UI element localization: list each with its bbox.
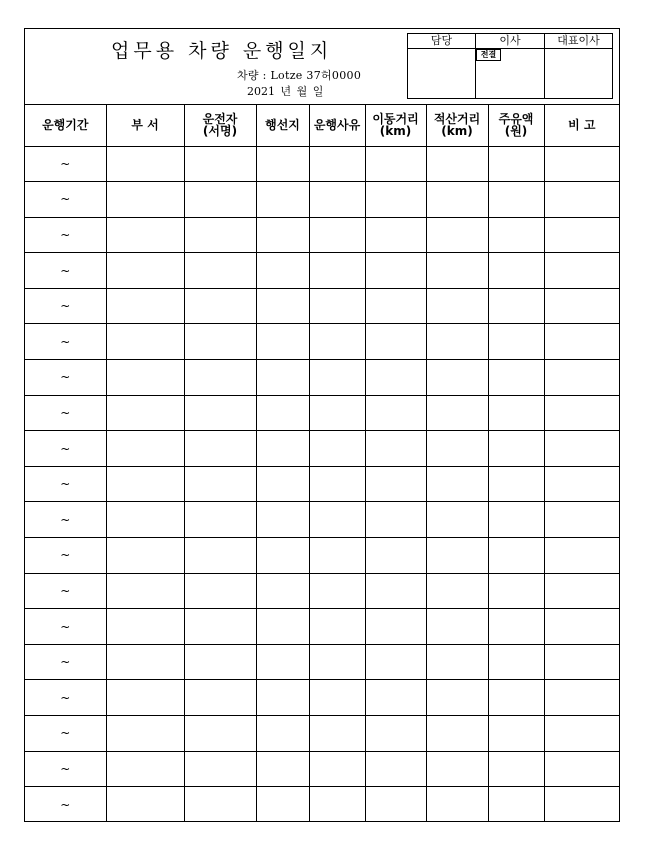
entry-cell[interactable] [184,360,256,396]
entry-cell[interactable] [309,217,365,253]
entry-cell[interactable] [256,751,309,787]
entry-cell[interactable] [488,360,544,396]
entry-cell[interactable] [488,217,544,253]
table-row [25,680,619,716]
entry-cell[interactable] [309,182,365,218]
period-cell[interactable] [25,182,106,218]
entry-cell[interactable] [184,146,256,182]
entry-cell[interactable] [544,360,619,396]
entry-cell[interactable] [106,431,184,467]
entry-cell[interactable] [426,466,488,502]
entry-cell[interactable] [488,182,544,218]
period-cell[interactable] [25,644,106,680]
entry-cell[interactable] [426,609,488,645]
table-row [25,466,619,502]
entry-cell[interactable] [256,288,309,324]
entry-cell[interactable] [365,395,426,431]
period-separator: ~ [60,583,71,598]
entry-cell[interactable] [365,288,426,324]
entry-cell[interactable] [365,466,426,502]
entry-cell[interactable] [365,502,426,538]
period-cell[interactable] [25,502,106,538]
table-row [25,217,619,253]
entry-cell[interactable] [488,288,544,324]
entry-cell[interactable] [309,288,365,324]
entry-cell[interactable] [256,538,309,574]
entry-cell[interactable] [426,538,488,574]
entry-cell[interactable] [365,716,426,752]
column-header [184,105,256,146]
entry-cell[interactable] [544,146,619,182]
entry-cell[interactable] [544,751,619,787]
entry-cell[interactable] [309,644,365,680]
entry-cell[interactable] [544,431,619,467]
entry-cell[interactable] [426,502,488,538]
table-row [25,644,619,680]
entry-cell[interactable] [426,146,488,182]
entry-cell[interactable] [544,288,619,324]
entry-cell[interactable] [256,609,309,645]
entry-cell[interactable] [544,253,619,289]
table-row [25,253,619,289]
entry-cell[interactable] [106,573,184,609]
column-header-text: (km) [379,124,412,139]
entry-cell[interactable] [184,680,256,716]
column-header-text: 운전자 [202,112,238,127]
table-row [25,609,619,645]
entry-cell[interactable] [488,751,544,787]
entry-cell[interactable] [488,253,544,289]
entry-cell[interactable] [256,217,309,253]
entry-cell[interactable] [544,502,619,538]
entry-cell[interactable] [488,609,544,645]
entry-cell[interactable] [256,573,309,609]
period-cell[interactable] [25,787,106,823]
entry-cell[interactable] [488,395,544,431]
table-row [25,502,619,538]
entry-cell[interactable] [544,182,619,218]
period-cell[interactable] [25,609,106,645]
entry-cell[interactable] [488,431,544,467]
period-separator: ~ [60,761,71,776]
column-header-text: 이동거리 [372,112,419,127]
period-cell[interactable] [25,466,106,502]
entry-cell[interactable] [488,787,544,823]
period-separator: ~ [60,370,71,385]
entry-cell[interactable] [106,217,184,253]
table-body [25,146,619,822]
entry-cell[interactable] [488,680,544,716]
entry-cell[interactable] [426,431,488,467]
entry-cell[interactable] [184,288,256,324]
column-header-text: 부 서 [131,118,159,133]
period-separator: ~ [60,263,71,278]
entry-cell[interactable] [365,573,426,609]
entry-cell[interactable] [184,431,256,467]
column-header [25,105,106,146]
entry-cell[interactable] [426,324,488,360]
entry-cell[interactable] [184,716,256,752]
period-cell[interactable] [25,395,106,431]
entry-cell[interactable] [256,787,309,823]
period-cell[interactable] [25,217,106,253]
entry-cell[interactable] [184,502,256,538]
approval-column-staff [408,34,476,98]
form-header [25,29,619,105]
entry-cell[interactable] [256,182,309,218]
entry-cell[interactable] [365,217,426,253]
period-separator: ~ [60,512,71,527]
period-separator: ~ [60,655,71,670]
entry-cell[interactable] [256,644,309,680]
period-cell[interactable] [25,146,106,182]
period-cell[interactable] [25,573,106,609]
entry-cell[interactable] [309,751,365,787]
entry-cell[interactable] [184,609,256,645]
column-header-text: 운행사유 [313,118,361,133]
entry-cell[interactable] [544,538,619,574]
entry-cell[interactable] [426,360,488,396]
entry-cell[interactable] [544,716,619,752]
period-cell[interactable] [25,538,106,574]
table-row [25,395,619,431]
entry-cell[interactable] [256,146,309,182]
column-header [365,105,426,146]
entry-cell[interactable] [365,609,426,645]
entry-cell[interactable] [184,324,256,360]
period-cell[interactable] [25,751,106,787]
entry-cell[interactable] [309,466,365,502]
entry-cell[interactable] [426,217,488,253]
entry-cell[interactable] [488,644,544,680]
period-cell[interactable] [25,680,106,716]
approval-box [407,33,613,99]
period-separator: ~ [60,299,71,314]
entry-cell[interactable] [544,395,619,431]
column-header-text: (km) [441,124,473,139]
entry-cell[interactable] [426,395,488,431]
period-separator: ~ [60,156,71,171]
entry-cell[interactable] [365,253,426,289]
approval-header: 대표이사 [545,34,612,49]
vehicle-log-form [24,28,620,822]
entry-cell[interactable] [309,787,365,823]
entry-cell[interactable] [488,502,544,538]
entry-cell[interactable] [365,787,426,823]
entry-cell[interactable] [106,609,184,645]
entry-cell[interactable] [256,395,309,431]
entry-cell[interactable] [426,751,488,787]
column-header [106,105,184,146]
entry-cell[interactable] [184,644,256,680]
entry-cell[interactable] [106,146,184,182]
column-header-text: (서명) [202,124,238,139]
entry-cell[interactable] [184,395,256,431]
column-header [309,105,365,146]
period-separator: ~ [60,441,71,456]
entry-cell[interactable] [184,573,256,609]
period-cell[interactable] [25,431,106,467]
entry-cell[interactable] [256,502,309,538]
approval-column-director [476,34,545,98]
entry-cell[interactable] [256,466,309,502]
entry-cell[interactable] [106,716,184,752]
entry-cell[interactable] [106,324,184,360]
entry-cell[interactable] [365,360,426,396]
form-date: 2021 년 월 일 [247,85,324,98]
approval-header: 이사 [476,34,544,49]
period-separator: ~ [60,690,71,705]
table-row [25,538,619,574]
entry-cell[interactable] [106,751,184,787]
table-row [25,288,619,324]
entry-cell[interactable] [426,716,488,752]
period-separator: ~ [60,477,71,492]
period-cell[interactable] [25,288,106,324]
column-header [544,105,619,146]
period-separator: ~ [60,334,71,349]
entry-cell[interactable] [256,680,309,716]
entry-cell[interactable] [309,680,365,716]
entry-cell[interactable] [106,680,184,716]
entry-cell[interactable] [106,787,184,823]
entry-cell[interactable] [106,466,184,502]
entry-cell[interactable] [488,146,544,182]
column-header [426,105,488,146]
entry-cell[interactable] [365,146,426,182]
log-table [25,105,619,822]
period-cell[interactable] [25,360,106,396]
table-row [25,573,619,609]
entry-cell[interactable] [309,502,365,538]
entry-cell[interactable] [426,680,488,716]
vehicle-info: 차량 : Lotze 37허0000 [237,69,362,82]
entry-cell[interactable] [488,324,544,360]
entry-cell[interactable] [106,182,184,218]
entry-cell[interactable] [544,217,619,253]
entry-cell[interactable] [426,288,488,324]
entry-cell[interactable] [256,324,309,360]
entry-cell[interactable] [365,751,426,787]
period-separator: ~ [60,227,71,242]
entry-cell[interactable] [426,182,488,218]
entry-cell[interactable] [488,538,544,574]
approval-header: 담당 [408,34,475,49]
column-header-text: 비 고 [568,118,596,133]
form-title: 업무용 차량 운행일지 [111,40,333,62]
entry-cell[interactable] [106,395,184,431]
entry-cell[interactable] [184,538,256,574]
entry-cell[interactable] [544,573,619,609]
period-separator: ~ [60,405,71,420]
entry-cell[interactable] [365,182,426,218]
entry-cell[interactable] [184,217,256,253]
entry-cell[interactable] [365,680,426,716]
entry-cell[interactable] [184,751,256,787]
table-row [25,146,619,182]
entry-cell[interactable] [106,253,184,289]
period-separator: ~ [60,797,71,812]
table-row [25,360,619,396]
entry-cell[interactable] [309,395,365,431]
column-header [488,105,544,146]
entry-cell[interactable] [544,609,619,645]
column-header-text: 행선지 [265,118,300,133]
entry-cell[interactable] [256,360,309,396]
period-separator: ~ [60,192,71,207]
entry-cell[interactable] [309,253,365,289]
entry-cell[interactable] [544,324,619,360]
entry-cell[interactable] [256,253,309,289]
entry-cell[interactable] [184,182,256,218]
delegated-approval-stamp: 전결 [476,49,501,61]
table-row [25,751,619,787]
period-cell[interactable] [25,324,106,360]
table-row [25,324,619,360]
table-header-row [25,105,619,146]
table-row [25,787,619,823]
entry-cell[interactable] [309,324,365,360]
entry-cell[interactable] [309,716,365,752]
entry-cell[interactable] [309,360,365,396]
entry-cell[interactable] [309,573,365,609]
entry-cell[interactable] [488,466,544,502]
entry-cell[interactable] [184,253,256,289]
entry-cell[interactable] [106,288,184,324]
table-row [25,431,619,467]
entry-cell[interactable] [309,538,365,574]
entry-cell[interactable] [426,644,488,680]
entry-cell[interactable] [106,360,184,396]
entry-cell[interactable] [256,716,309,752]
entry-cell[interactable] [309,146,365,182]
entry-cell[interactable] [544,466,619,502]
period-cell[interactable] [25,253,106,289]
entry-cell[interactable] [544,787,619,823]
period-cell[interactable] [25,716,106,752]
entry-cell[interactable] [488,573,544,609]
period-separator: ~ [60,619,71,634]
entry-cell[interactable] [365,431,426,467]
period-separator: ~ [60,548,71,563]
entry-cell[interactable] [184,787,256,823]
entry-cell[interactable] [256,431,309,467]
entry-cell[interactable] [106,502,184,538]
entry-cell[interactable] [544,680,619,716]
entry-cell[interactable] [106,644,184,680]
column-header-text: 운행기간 [42,118,89,133]
entry-cell[interactable] [426,573,488,609]
entry-cell[interactable] [365,324,426,360]
entry-cell[interactable] [426,787,488,823]
table-row [25,716,619,752]
entry-cell[interactable] [365,644,426,680]
approval-column-ceo [545,34,612,98]
entry-cell[interactable] [544,644,619,680]
column-header-text: 적산거리 [433,112,481,127]
column-header [256,105,309,146]
column-header-text: (원) [504,124,528,139]
period-separator: ~ [60,726,71,741]
entry-cell[interactable] [488,716,544,752]
table-row [25,182,619,218]
column-header-text: 주유액 [498,112,534,127]
entry-cell[interactable] [309,431,365,467]
entry-cell[interactable] [106,538,184,574]
entry-cell[interactable] [426,253,488,289]
entry-cell[interactable] [309,609,365,645]
entry-cell[interactable] [184,466,256,502]
entry-cell[interactable] [365,538,426,574]
